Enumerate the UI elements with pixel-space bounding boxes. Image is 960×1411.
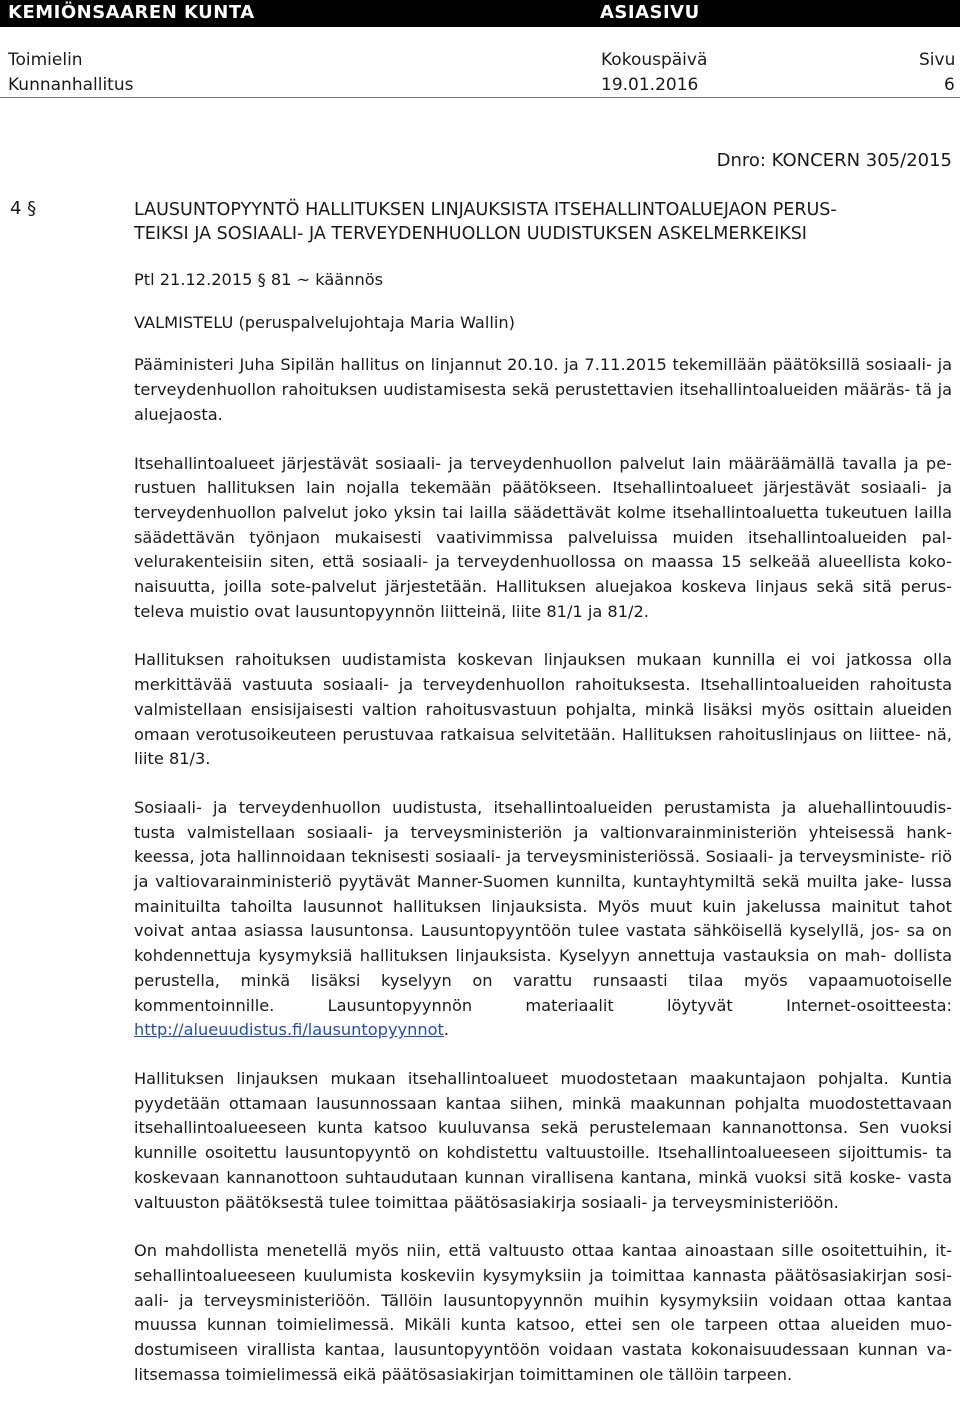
record-number: Dnro: KONCERN 305/2015	[716, 150, 952, 171]
org-name: KEMIÖNSAAREN KUNTA	[8, 2, 255, 23]
meeting-date-label: Kokouspäivä	[601, 50, 708, 70]
page-label: Sivu	[919, 50, 956, 70]
body-value: Kunnanhallitus	[8, 75, 134, 95]
header-divider	[0, 97, 960, 98]
body-label: Toimielin	[8, 50, 83, 70]
prepared-by: VALMISTELU (peruspalvelujohtaja Maria Wallin)	[134, 312, 515, 332]
page-number: 6	[944, 75, 955, 95]
paragraph-4-end: .	[443, 1020, 450, 1040]
reference-line: Ptl 21.12.2015 § 81 ~ käännös	[134, 270, 384, 289]
document-body	[134, 268, 952, 1411]
paragraph-4	[134, 796, 952, 1043]
header-bar	[0, 0, 960, 27]
section-title	[134, 198, 934, 246]
paragraph-6: On mahdollista menetellä myös niin, että valtuusto ottaa kantaa ainoastaan sille osoitettuihin, it- sehallintoalueeseen kuulumista koskeviin kysymyksiin ja toimittaa kannasta päätösasiakirjan sosi- aali- ja terveysministeriöön. Tällöin lausuntopyynnön muihin kysymyksiin voidaan ottaa kantaa muussa kunnan toimielimessä. Mikäli kunta katsoo, ettei sen ole tarpeen ottaa alueiden muo- dostumiseen virallista kantaa, lausuntopyyntöön voidaan vastata kokonaisuudessaan kunnan va- litsemassa toimielimessä eikä päätösasiakirjan toimittaminen ole tällöin tarpeen.	[134, 1241, 952, 1384]
page-header	[0, 0, 960, 100]
paragraph-2: Itsehallintoalueet järjestävät sosiaali- ja terveydenhuollon palvelut lain määräämällä tavalla ja pe- rustuen hallituksen lain nojalla tekemään päätökseen. Itsehallintoalueet järjestävät sosiaali- ja terveydenhuollon palvelut joko yksin tai lailla säädettävät kolme itsehallintoaluetta tukeutuen lailla säädettävän työnjaon mukaisesti vaativimmissa palveluissa muiden itsehallintoalueiden pal- velurakenteisiin siten, että sosiaali- ja terveydenhuollossa on maassa 15 selkeää alueellista koko- naisuutta, joilla sote-palvelut järjestetään. Hallituksen aluejakoa koskeva linjaus sekä sitä perus- televa muistio ovat lausuntopyynnön liitteinä, liite 81/1 ja 81/2.	[134, 453, 952, 621]
section-title-line1: LAUSUNTOPYYNTÖ HALLITUKSEN LINJAUKSISTA ITSEHALLINTOALUEJAON PERUS-	[134, 200, 837, 220]
paragraph-4-text: Sosiaali- ja terveydenhuollon uudistusta, itsehallintoalueiden perustamista ja aluehallintouudis- tusta valmistellaan sosiaali- ja terveysministeriön ja valtionvarainministeriön yhteisessä hank- keessa, jota hallinnoidaan teknisesti sosiaali- ja terveysministeriössä. Sosiaali- ja terveysministe- riö ja valtiovarainministeriö pyytävät Manner-Suomen kunnilta, kuntayhtymiltä sekä muilta jake- lussa mainituilta tahoilta lausunnot hallituksen linjauksista. Myös muut kuin jakelussa mainitut tahot voivat antaa asiassa lausuntonsa. Lausuntopyyntöön tulee vastata sähköisellä kyselyllä, jos- sa on kohdennettuja kysymyksiä hallituksen linjauksista. Kyselyyn annettuja vastauksia on mah- dollista perustella, minkä lisäksi kyselyyn on varattu runsaasti tilaa myös vapaamuotoiselle kommentoinnille. Lausuntopyynnön materiaalit löytyvät Internet-osoitteesta:	[134, 797, 952, 1015]
meeting-date-value: 19.01.2016	[601, 75, 699, 95]
paragraph-3: Hallituksen rahoituksen uudistamista koskevan linjauksen mukaan kunnilla ei voi jatkossa olla merkittävää vastuuta sosiaali- ja terveydenhuollon rahoituksesta. Itsehallintoalueiden rahoitusta valmistellaan ensisijaisesti valtion rahoitusvastuun pohjalta, minkä lisäksi myös osittain alueiden omaan verotusoikeuteen perustuvaa ratkaisua selvitetään. Hallituksen rahoituslinjaus on liittee- nä, liite 81/3.	[134, 650, 952, 769]
consultation-link[interactable]: http://alueuudistus.fi/lausuntopyynnot	[134, 1020, 444, 1040]
section-title-line2: TEIKSI JA SOSIAALI- JA TERVEYDENHUOLLON UUDISTUKSEN ASKELMERKEIKSI	[134, 224, 807, 244]
paragraph-1: Pääministeri Juha Sipilän hallitus on linjannut 20.10. ja 7.11.2015 tekemillään päätöksillä sosiaali- ja terveydenhuollon rahoituksen uudistamisesta sekä perustettavien itsehallintoalueiden määräs- tä ja aluejaosta.	[134, 355, 952, 424]
paragraph-5: Hallituksen linjauksen mukaan itsehallintoalueet muodostetaan maakuntajaon pohjalta. Kuntia pyydetään ottamaan lausunnossaan kantaa siihen, minkä maakunnan pohjalta muodostettavaan itsehallintoalueeseen kunta katsoo kuuluvansa sekä perustelemaan kannanottonsa. Sen vuoksi kunnille osoitettu lausuntopyyntö on kohdistettu valtuustoille. Itsehallintoalueeseen sijoittumis- ta koskevaan kannanottoon suhtaudutaan kunnan virallisena kantana, minkä vuoksi sitä koske- vasta valtuuston päätöksestä tulee toimittaa päätösasiakirja sosiaali- ja terveysministeriöön.	[134, 1068, 952, 1212]
section-number: 4 §	[10, 198, 37, 219]
doc-type: ASIASIVU	[600, 2, 700, 23]
